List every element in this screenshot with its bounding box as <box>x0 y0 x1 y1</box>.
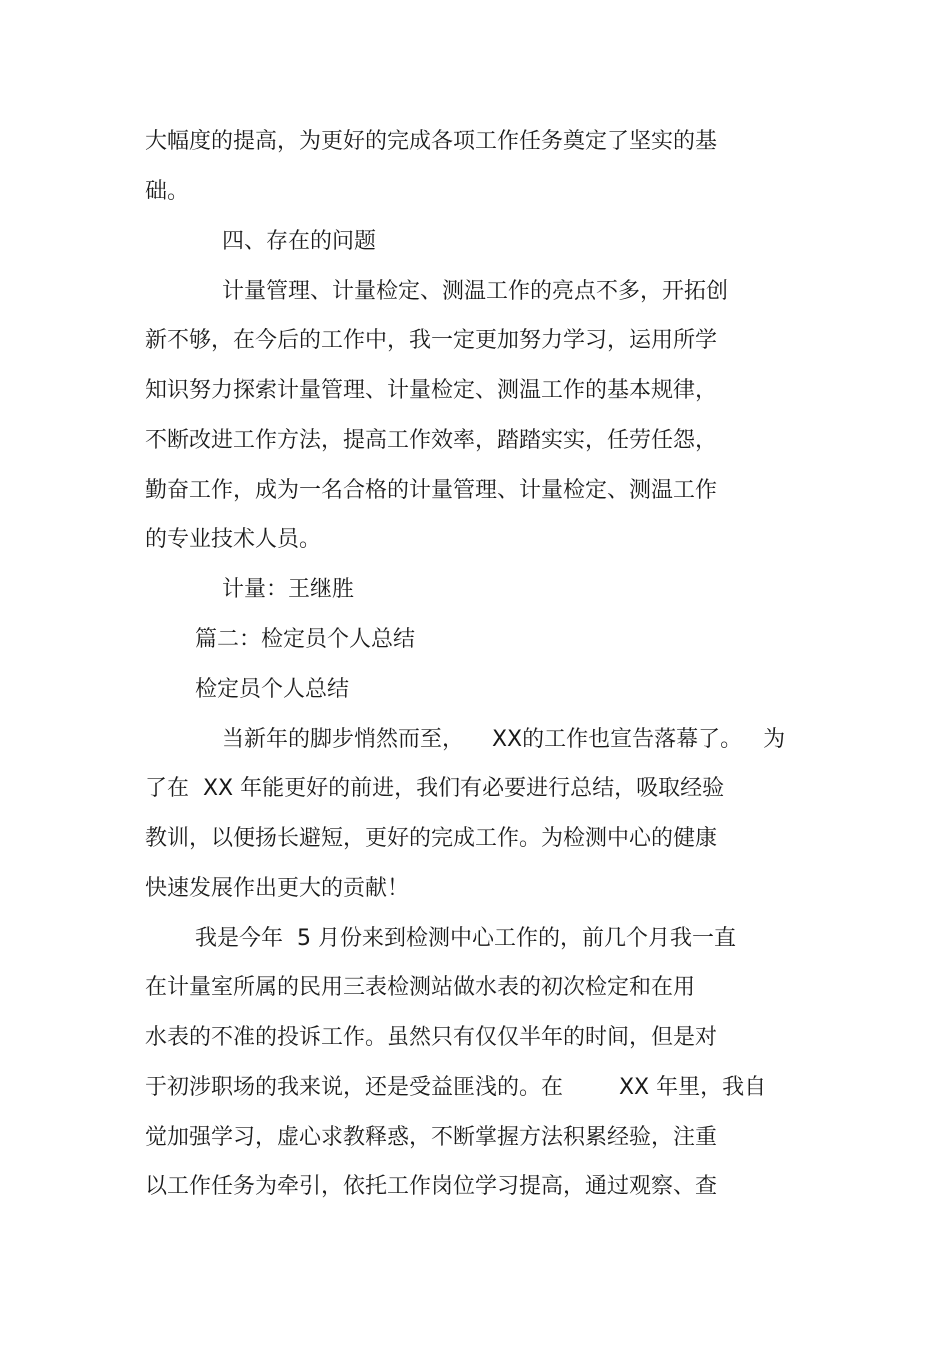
text-line: 水表的不准的投诉工作。虽然只有仅仅半年的时间，但是对 <box>145 1025 718 1050</box>
article-title: 检定员个人总结 <box>195 677 350 702</box>
text-line: 觉加强学习，虚心求教释惑，不断掌握方法积累经验，注重 <box>145 1125 718 1150</box>
text-line: 勤奋工作，成为一名合格的计量管理、计量检定、测温工作 <box>145 478 718 503</box>
text-line: 快速发展作出更大的贡献！ <box>145 876 410 901</box>
text-line: 当新年的脚步悄然而至， XX的工作也宣告落幕了。 为 <box>222 727 786 752</box>
text-line: 的专业技术人员。 <box>145 527 322 552</box>
text-line: 以工作任务为牵引，依托工作岗位学习提高，通过观察、查 <box>145 1174 718 1199</box>
section-heading: 四、存在的问题 <box>222 229 377 254</box>
text-line: 大幅度的提高，为更好的完成各项工作任务奠定了坚实的基 <box>145 129 718 154</box>
signature-line: 计量：王继胜 <box>222 577 355 602</box>
text-line: 知识努力探索计量管理、计量检定、测温工作的基本规律， <box>145 378 718 403</box>
text-line: 了在 XX 年能更好的前进，我们有必要进行总结，吸取经验 <box>145 776 725 801</box>
text-line: 在计量室所属的民用三表检测站做水表的初次检定和在用 <box>145 975 696 1000</box>
text-line: 不断改进工作方法，提高工作效率，踏踏实实，任劳任怨， <box>145 428 718 453</box>
text-line: 计量管理、计量检定、测温工作的亮点不多，开拓创 <box>222 279 729 304</box>
text-line: 于初涉职场的我来说，还是受益匪浅的。在 XX 年里，我自 <box>145 1075 767 1100</box>
text-line: 教训，以便扬长避短，更好的完成工作。为检测中心的健康 <box>145 826 718 851</box>
chapter-heading: 篇二：检定员个人总结 <box>195 627 416 652</box>
text-line: 新不够，在今后的工作中，我一定更加努力学习，运用所学 <box>145 328 718 353</box>
text-line: 我是今年 5 月份来到检测中心工作的，前几个月我一直 <box>195 926 736 951</box>
text-line: 础。 <box>145 179 190 204</box>
